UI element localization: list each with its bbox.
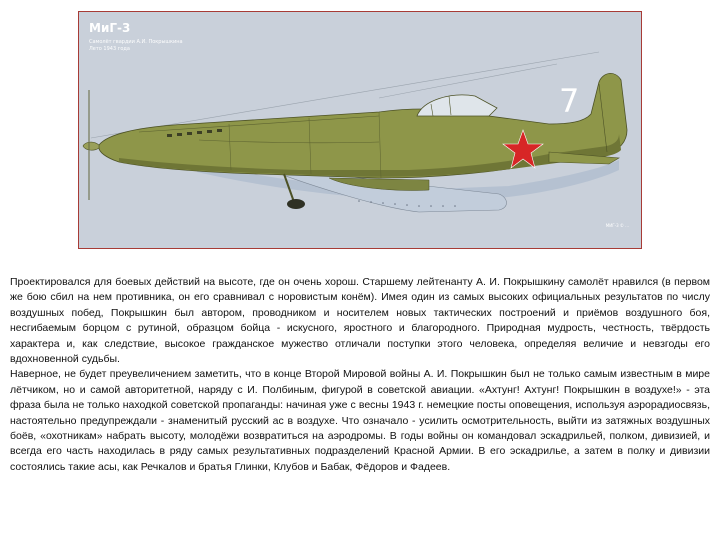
figure-subtitle-line2: Лето 1943 года <box>89 46 130 52</box>
figure-title: МиГ-3 <box>89 21 131 35</box>
figure-subtitle-line1: Самолёт гвардии А.И. Покрышкина <box>89 39 183 45</box>
canopy <box>417 95 497 116</box>
paragraph-1: Проектировался для боевых действий на высоте, где он очень хорош. Старшему лейтенанту А. И. Покрышкину самолёт нравился (в первом же бою сбил на нем противника, он его сравнивал с норовистым конём). Имея один из самых высоких официальных результатов по числу воздушных побед, Покрышкин был автором, проводником и носителем новых тактических построений и приёмов воздушного боя, несгибаемым борцом с рутиной, образцом бойца - искусного, яростного и благородного. Природная мудрость, честность, твёрдость характера и, как следствие, высокое гражданское мужество отличали поступки этого человека, определяя величие и невзгоды его вдохновенной судьбы. <box>10 276 710 366</box>
figure-watermark: МИГ-3 © ... <box>605 223 629 228</box>
tail-number: 7 <box>559 82 580 120</box>
article-text <box>10 275 710 475</box>
aircraft-illustration <box>78 11 642 249</box>
antenna-wire-2 <box>379 64 557 98</box>
propeller <box>88 90 90 200</box>
paragraph-2: Наверное, не будет преувеличением заметить, что в конце Второй Мировой войны А. И. Покрышкин был не только самым известным в мире лётчиком, но и самой авторитетной, наряду с И. Полбиным, фигурой в советской авиации. «Ахтунг! Ахтунг! Покрышкин в воздухе!» - эта фраза была не только находкой советской пропаганды: начиная уже с весны 1943 г. немецкие посты оповещения, используя аэрорадиосвязь, настоятельно предупреждали - знаменитый русский ас в воздухе. Что означало - усилить осмотрительность, выйти из затяжных воздушных боёв, «охотникам» набрать высоту, молодёжи возвратиться на аэродромы. В годы войны он командовал эскадрильей, полком, дивизией, и всегда его часть находилась в ряду самых результативных подразделений Красной Армии. В его эскадрилье, а затем в полку и дивизии состоялись такие асы, как Речкалов и братья Глинки, Клубов и Бабак, Фёдоров и Фадеев. <box>10 368 710 473</box>
mig3-plane-drawing <box>79 12 642 249</box>
spinner <box>83 142 99 150</box>
